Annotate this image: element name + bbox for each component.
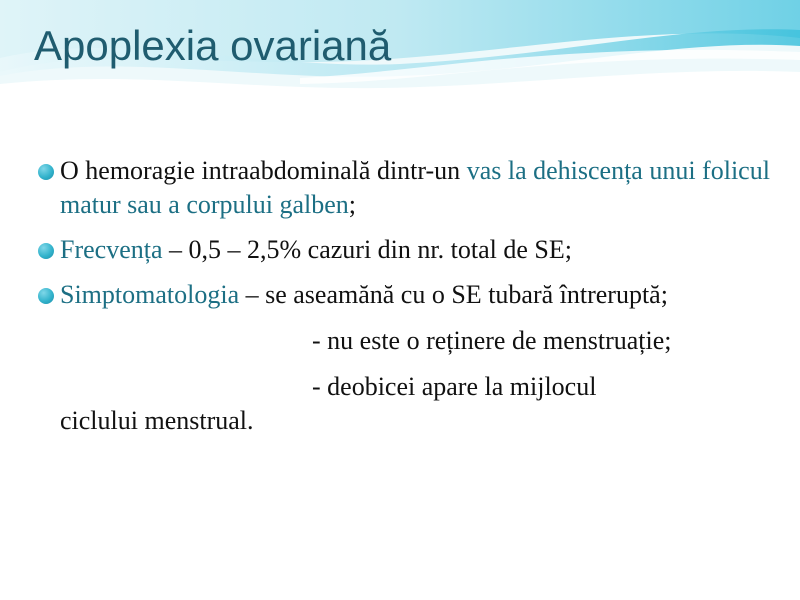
- bullet-item-definition: [38, 154, 788, 222]
- bullet-dot-icon: [38, 288, 54, 304]
- bullet-text-accent: Frecvența: [60, 235, 163, 264]
- bullet-text-plain: ;: [348, 190, 357, 219]
- sub-line-tail: ciclului menstrual.: [60, 406, 254, 435]
- bullet-text-plain: O hemoragie intraabdominală dintr-un: [60, 156, 467, 185]
- slide-title: Apoplexia ovariană: [34, 22, 392, 69]
- bullet-text-accent: Simptomatologia: [60, 280, 240, 309]
- bullet-text-plain: – 0,5 – 2,5% cazuri din nr. total de SE;: [162, 235, 572, 264]
- bullet-item-frequency: [38, 233, 788, 267]
- sub-line: - nu este o reținere de menstruație;: [312, 326, 672, 355]
- bullet-dot-icon: [38, 243, 54, 259]
- bullet-text-accent: vas la dehiscența unui folicul matur sau a corpului galben: [60, 156, 770, 219]
- bullet-list: [38, 154, 788, 449]
- bullet-text-plain: – se aseamănă cu o SE tubară întreruptă;: [239, 280, 668, 309]
- sub-line: - deobicei apare la mijlocul: [312, 372, 597, 401]
- bullet-dot-icon: [38, 164, 54, 180]
- bullet-item-symptoms: [38, 278, 788, 438]
